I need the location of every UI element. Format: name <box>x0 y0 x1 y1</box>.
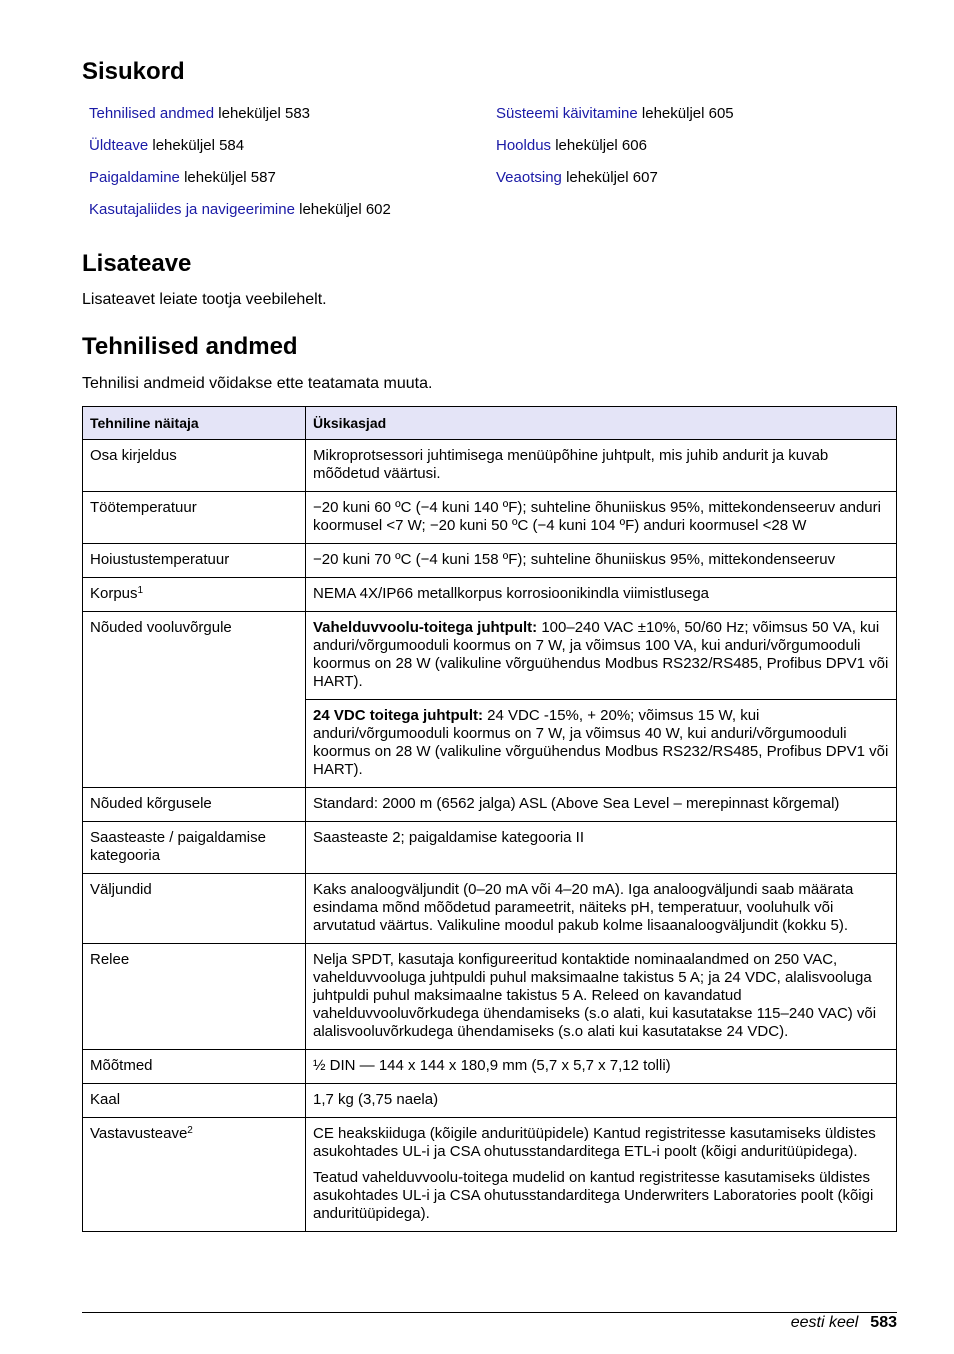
row-label: Väljundid <box>83 874 306 944</box>
row-label: Töötemperatuur <box>83 492 306 544</box>
toc-item <box>89 104 391 136</box>
toc-item <box>496 168 734 200</box>
row-value: −20 kuni 70 ºC (−4 kuni 158 ºF); suhteline õhuniiskus 95%, mittekondenseeruv <box>306 544 897 578</box>
toc-link-tehnilised-andmed[interactable]: Tehnilised andmed <box>89 105 215 122</box>
footer-divider <box>82 1312 897 1313</box>
toc-page-ref: leheküljel 605 <box>641 105 734 122</box>
row-value: 24 VDC -15%, + 20%; võimsus 15 W, kui anduri/võrgumooduli koormus on 7 W, ja võimsus 40 W, kui anduri/võrgumooduli koormus on 28 W (valikuline võrguühendus Modbus RS232/RS485, Profibus DPV1 või HART). <box>313 707 889 778</box>
row-value: CE heakskiiduga (kõigile anduritüüpidele) Kantud registritesse kasutamiseks üldistes asukohtades UL-i ja CSA ohutusstandarditega ETL-i poolt (kõigi anduritüüpidega). <box>313 1125 876 1160</box>
toc-link-uldteave[interactable]: Üldteave <box>89 137 149 154</box>
row-value-cell <box>306 700 897 788</box>
footnote-marker: 2 <box>187 1125 193 1136</box>
toc-link-kasutajaliides[interactable]: Kasutajaliides ja navigeerimine <box>89 201 295 218</box>
toc-column-right <box>496 104 734 200</box>
row-label: Nõuded kõrgusele <box>83 788 306 822</box>
row-label: Hoiustustemperatuur <box>83 544 306 578</box>
table-row <box>83 874 897 944</box>
table-row <box>83 1118 897 1232</box>
toc-item <box>89 168 391 200</box>
row-label: Osa kirjeldus <box>83 440 306 492</box>
toc-page-ref: leheküljel 602 <box>299 201 391 218</box>
row-value: 1,7 kg (3,75 naela) <box>306 1084 897 1118</box>
row-value-cell <box>306 1118 897 1232</box>
toc-item <box>496 104 734 136</box>
row-value: Kaks analoogväljundit (0–20 mA või 4–20 mA). Iga analoogväljundi saab määrata esindama mõnd mõõdetud parameetrit, näiteks pH, temperatuur, vooluhulk või arvutatud väärtus. Valikuline moodul pakub kolme lisaanaloogväljundit (kokku 5). <box>306 874 897 944</box>
tech-data-intro: Tehnilisi andmeid võidakse ette teatamata muuta. <box>82 375 433 392</box>
more-info-heading: Lisateave <box>82 250 192 277</box>
row-label: Vastavusteave <box>90 1125 188 1142</box>
toc-page-ref: leheküljel 587 <box>184 169 276 186</box>
tech-data-heading: Tehnilised andmed <box>82 333 298 360</box>
toc-item <box>89 200 391 232</box>
spec-table <box>82 406 897 1232</box>
row-value: NEMA 4X/IP66 metallkorpus korrosioonikindla viimistlusega <box>306 578 897 612</box>
toc-link-hooldus[interactable]: Hooldus <box>496 137 552 154</box>
footer-language: eesti keel <box>790 1314 859 1331</box>
toc-page-ref: leheküljel 584 <box>152 137 245 154</box>
row-value: 100–240 VAC ±10%, 50/60 Hz; võimsus 50 VA, kui anduri/võrgumooduli koormus on 7 W, ja võimsus 100 VA, kui anduri/võrgumooduli koormus on 28 W (valikuline võrguühendus Modbus RS232/RS485, Profibus DPV1 või HART). <box>313 619 889 690</box>
header-details: Üksikasjad <box>306 407 897 440</box>
table-row <box>83 822 897 874</box>
table-row <box>83 544 897 578</box>
footnote-marker: 1 <box>137 585 144 596</box>
table-row <box>83 788 897 822</box>
table-header-row <box>83 407 897 440</box>
table-row <box>83 1050 897 1084</box>
row-label: Mõõtmed <box>83 1050 306 1084</box>
row-value: Saasteaste 2; paigaldamise kategooria II <box>306 822 897 874</box>
more-info-text: Lisateavet leiate tootja veebilehelt. <box>82 291 327 308</box>
row-value: ½ DIN — 144 x 144 x 180,9 mm (5,7 x 5,7 x 7,12 tolli) <box>306 1050 897 1084</box>
toc-link-veaotsing[interactable]: Veaotsing <box>496 169 562 186</box>
table-row <box>83 612 897 700</box>
row-value: Nelja SPDT, kasutaja konfigureeritud kontaktide nominaalandmed on 250 VAC, vahelduvvooluga juhtpuldi puhul maksimaalne takistus 5 A; ja 24 VDC, alalisvooluga juhtpuldi puhul maksimaalne takistus 5 A. Releed on kavandatud vahelduvvooluvõrkudega ühendamiseks (s.o alati, kui kasutatakse 115–240 VAC) või alalisvooluvõrkudega ühendamiseks (s.o alati kui kasutatakse 24 VDC). <box>306 944 897 1050</box>
row-label-cell <box>83 1118 306 1232</box>
row-label: Korpus <box>90 585 138 602</box>
row-label: Kaal <box>83 1084 306 1118</box>
row-value: Teatud vahelduvvoolu-toitega mudelid on kantud registritesse kasutamiseks üldistes asukohtades UL-i ja CSA ohutusstandarditega Underwriters Laboratories poolt (kõigi anduritüüpidega). <box>313 1169 874 1222</box>
table-row <box>83 578 897 612</box>
toc-page-ref: leheküljel 606 <box>555 137 647 154</box>
toc-link-paigaldamine[interactable]: Paigaldamine <box>89 169 180 186</box>
table-row <box>83 944 897 1050</box>
row-value-bold: 24 VDC toitega juhtpult: <box>313 707 483 724</box>
row-value-bold: Vahelduvvoolu-toitega juhtpult: <box>313 619 538 636</box>
table-row <box>83 440 897 492</box>
row-value: Mikroprotsessori juhtimisega menüüpõhine juhtpult, mis juhib andurit ja kuvab mõõdetud väärtusi. <box>306 440 897 492</box>
row-value: Standard: 2000 m (6562 jalga) ASL (Above Sea Level – merepinnast kõrgemal) <box>306 788 897 822</box>
row-label: Nõuded vooluvõrgule <box>83 612 306 788</box>
header-parameter: Tehniline näitaja <box>83 407 306 440</box>
row-label: Saasteaste / paigaldamise kategooria <box>83 822 306 874</box>
page-number: 583 <box>870 1314 897 1331</box>
row-value: −20 kuni 60 ºC (−4 kuni 140 ºF); suhteline õhuniiskus 95%, mittekondenseeruv anduri koormusel <7 W; −20 kuni 50 ºC (−4 kuni 104 ºF) anduri koormusel <28 W <box>306 492 897 544</box>
toc-item <box>89 136 391 168</box>
page-footer <box>791 1313 897 1333</box>
toc-link-susteemi-kaivitamine[interactable]: Süsteemi käivitamine <box>496 105 638 122</box>
row-label: Relee <box>83 944 306 1050</box>
toc-page-ref: leheküljel 607 <box>566 169 658 186</box>
toc-heading: Sisukord <box>82 58 185 85</box>
row-value-cell <box>306 612 897 700</box>
toc-item <box>496 136 734 168</box>
toc-column-left <box>89 104 391 232</box>
table-row <box>83 492 897 544</box>
table-row <box>83 1084 897 1118</box>
row-label-cell <box>83 578 306 612</box>
toc-page-ref: leheküljel 583 <box>218 105 311 122</box>
